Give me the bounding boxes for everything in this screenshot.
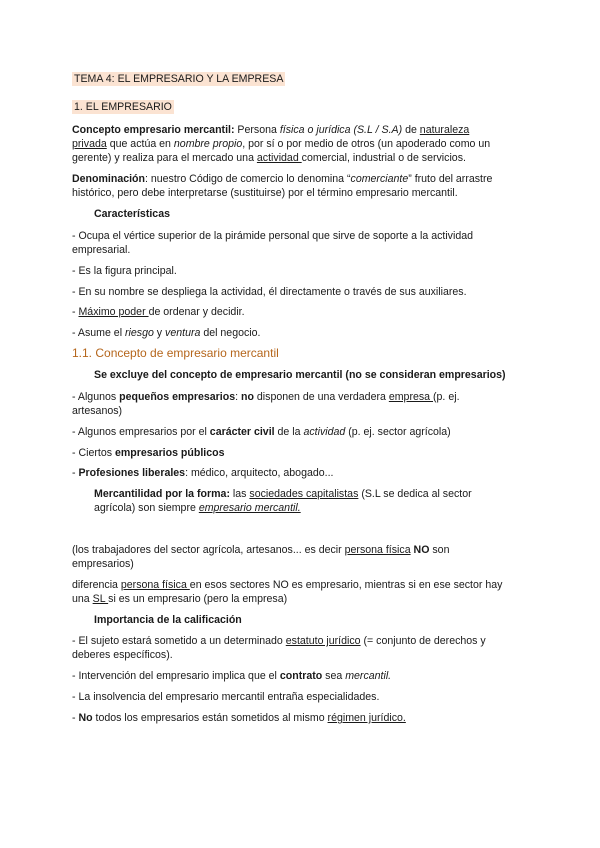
text: y	[153, 327, 166, 339]
text: todos los empresarios están sometidos al mismo	[92, 712, 328, 724]
text: (= conjunto de derechos y	[360, 635, 486, 647]
text-underlined: privada	[72, 138, 107, 150]
text-underlined: persona física	[120, 579, 190, 591]
text-bold: NO	[413, 544, 430, 556]
text: artesanos)	[72, 405, 123, 417]
text: de ordenar y decidir.	[148, 306, 245, 318]
text: - Ocupa el vértice superior de la pirámide personal que sirve de soporte a la actividad	[72, 230, 474, 242]
text: Persona	[234, 124, 280, 136]
text: histórico, pero debe interpretarse (sustituirse) por el término empresario mercantil.	[72, 187, 458, 199]
nota-line-2	[72, 557, 134, 571]
text-italic: ventura	[165, 327, 201, 339]
text: : médico, arquitecto, abogado...	[185, 467, 334, 479]
text: una	[72, 593, 93, 605]
text-bold: pequeños empresarios	[119, 391, 236, 403]
text-bold: empresarios públicos	[114, 447, 225, 459]
text: en esos sectores NO es empresario, mientras si en ese sector hay	[189, 579, 503, 591]
excluye-heading	[94, 368, 506, 382]
excluye-item-1-cont	[72, 404, 122, 418]
text: deberes específicos).	[72, 649, 173, 661]
text: de la	[274, 426, 304, 438]
nota-line-3	[72, 578, 502, 592]
caracteristicas-heading	[94, 207, 170, 221]
text-bold: contrato	[279, 670, 323, 682]
heading-text: Características	[94, 208, 170, 220]
text-underlined: estatuto jurídico	[285, 635, 361, 647]
text-italic: física o jurídica (S.L / S.A)	[279, 124, 403, 136]
text-bold: no	[241, 391, 254, 403]
text-underlined: naturaleza	[419, 124, 470, 136]
excluye-item-2	[72, 425, 451, 439]
concepto-line-2	[72, 137, 490, 151]
text: - Ciertos	[72, 447, 115, 459]
text: disponen de una verdadera	[253, 391, 389, 403]
text: si es un empresario (pero la empresa)	[108, 593, 288, 605]
text-underlined: empresa	[388, 391, 434, 403]
caracteristica-item-5	[72, 326, 260, 340]
text: empresarial.	[72, 244, 131, 256]
concepto-line-1	[72, 123, 469, 137]
text: (los trabajadores del sector agrícola, artesanos... es decir	[72, 544, 345, 556]
importancia-item-1-cont	[72, 648, 173, 662]
text-italic: nombre propio	[173, 138, 243, 150]
importancia-item-3	[72, 690, 379, 704]
text-bold: Profesiones liberales	[78, 467, 186, 479]
text: ” fruto del arrastre	[408, 173, 493, 185]
text-italic: comerciante	[350, 173, 409, 185]
text: - Asume el	[72, 327, 125, 339]
text: de	[402, 124, 420, 136]
caracteristica-item-1	[72, 229, 473, 243]
text: (S.L se dedica al sector	[358, 488, 472, 500]
importancia-heading	[94, 613, 242, 627]
text: son	[429, 544, 450, 556]
title-text: TEMA 4: EL EMPRESARIO Y LA EMPRESA	[74, 73, 284, 85]
text-underlined: persona física	[344, 544, 411, 556]
text-italic: mercantil.	[345, 670, 392, 682]
heading-text: Se excluye del concepto de empresario mercantil (no se consideran empresarios)	[94, 369, 506, 381]
caracteristica-item-1-cont	[72, 243, 130, 257]
text: del negocio.	[200, 327, 261, 339]
text-underlined: actividad	[256, 152, 302, 164]
concepto-label: Concepto empresario mercantil:	[72, 124, 235, 136]
text: :	[235, 391, 241, 403]
excluye-item-4	[72, 466, 333, 480]
excluye-item-3	[72, 446, 225, 460]
text: gerente) y realiza para el mercado una	[72, 152, 257, 164]
caracteristica-item-4	[72, 305, 245, 319]
text: agrícola) son siempre	[94, 502, 199, 514]
text: - Algunos empresarios por el	[72, 426, 210, 438]
forma-line-1	[94, 487, 472, 501]
text-italic: actividad	[303, 426, 346, 438]
denominacion-line-1	[72, 172, 492, 186]
text-italic-underlined: empresario mercantil.	[198, 502, 301, 514]
caracteristica-item-3	[72, 285, 467, 299]
text: (p. ej. sector agrícola)	[345, 426, 451, 438]
text: - La insolvencia del empresario mercantil entraña especialidades.	[72, 691, 380, 703]
forma-line-2	[94, 501, 301, 515]
text: -	[72, 467, 79, 479]
nota-line-4	[72, 592, 287, 606]
text-bold: carácter civil	[209, 426, 275, 438]
text: que actúa en	[106, 138, 174, 150]
text: , por sí o por medio de otros (un apoderado como un	[242, 138, 491, 150]
text-underlined: SL	[92, 593, 109, 605]
text-bold: No	[78, 712, 93, 724]
subsection-heading-text: 1.1. Concepto de empresario mercantil	[72, 346, 279, 360]
importancia-item-4	[72, 711, 406, 725]
importancia-item-1	[72, 634, 486, 648]
concepto-line-3	[72, 151, 466, 165]
text: - El sujeto estará sometido a un determinado	[72, 635, 286, 647]
text: (p. ej.	[433, 391, 460, 403]
text: - Es la figura principal.	[72, 265, 177, 277]
document-title	[72, 72, 285, 86]
text-underlined: Máximo poder	[78, 306, 149, 318]
section-heading-text: 1. EL EMPRESARIO	[74, 101, 172, 113]
text: - Intervención del empresario implica que el	[72, 670, 280, 682]
caracteristica-item-2	[72, 264, 177, 278]
nota-line-1	[72, 543, 449, 557]
section-heading	[72, 100, 174, 114]
importancia-item-2	[72, 669, 391, 683]
text: : nuestro Código de comercio lo denomina “	[145, 173, 351, 185]
text: empresarios)	[72, 558, 134, 570]
excluye-item-1	[72, 390, 460, 404]
text-underlined: sociedades capitalistas	[249, 488, 359, 500]
text: - En su nombre se despliega la actividad, él directamente o través de sus auxiliares.	[72, 286, 467, 298]
forma-label: Mercantilidad por la forma:	[94, 488, 230, 500]
text: comercial, industrial o de servicios.	[301, 152, 466, 164]
subsection-heading	[72, 346, 279, 360]
text: -	[72, 712, 79, 724]
text: -	[72, 306, 79, 318]
text: - Algunos	[72, 391, 120, 403]
text: las	[229, 488, 250, 500]
denominacion-line-2	[72, 186, 458, 200]
denominacion-label: Denominación	[72, 173, 145, 185]
text-underlined: régimen jurídico.	[327, 712, 406, 724]
text: sea	[322, 670, 346, 682]
text-italic: riesgo	[125, 327, 154, 339]
text: diferencia	[72, 579, 121, 591]
heading-text: Importancia de la calificación	[94, 614, 242, 626]
